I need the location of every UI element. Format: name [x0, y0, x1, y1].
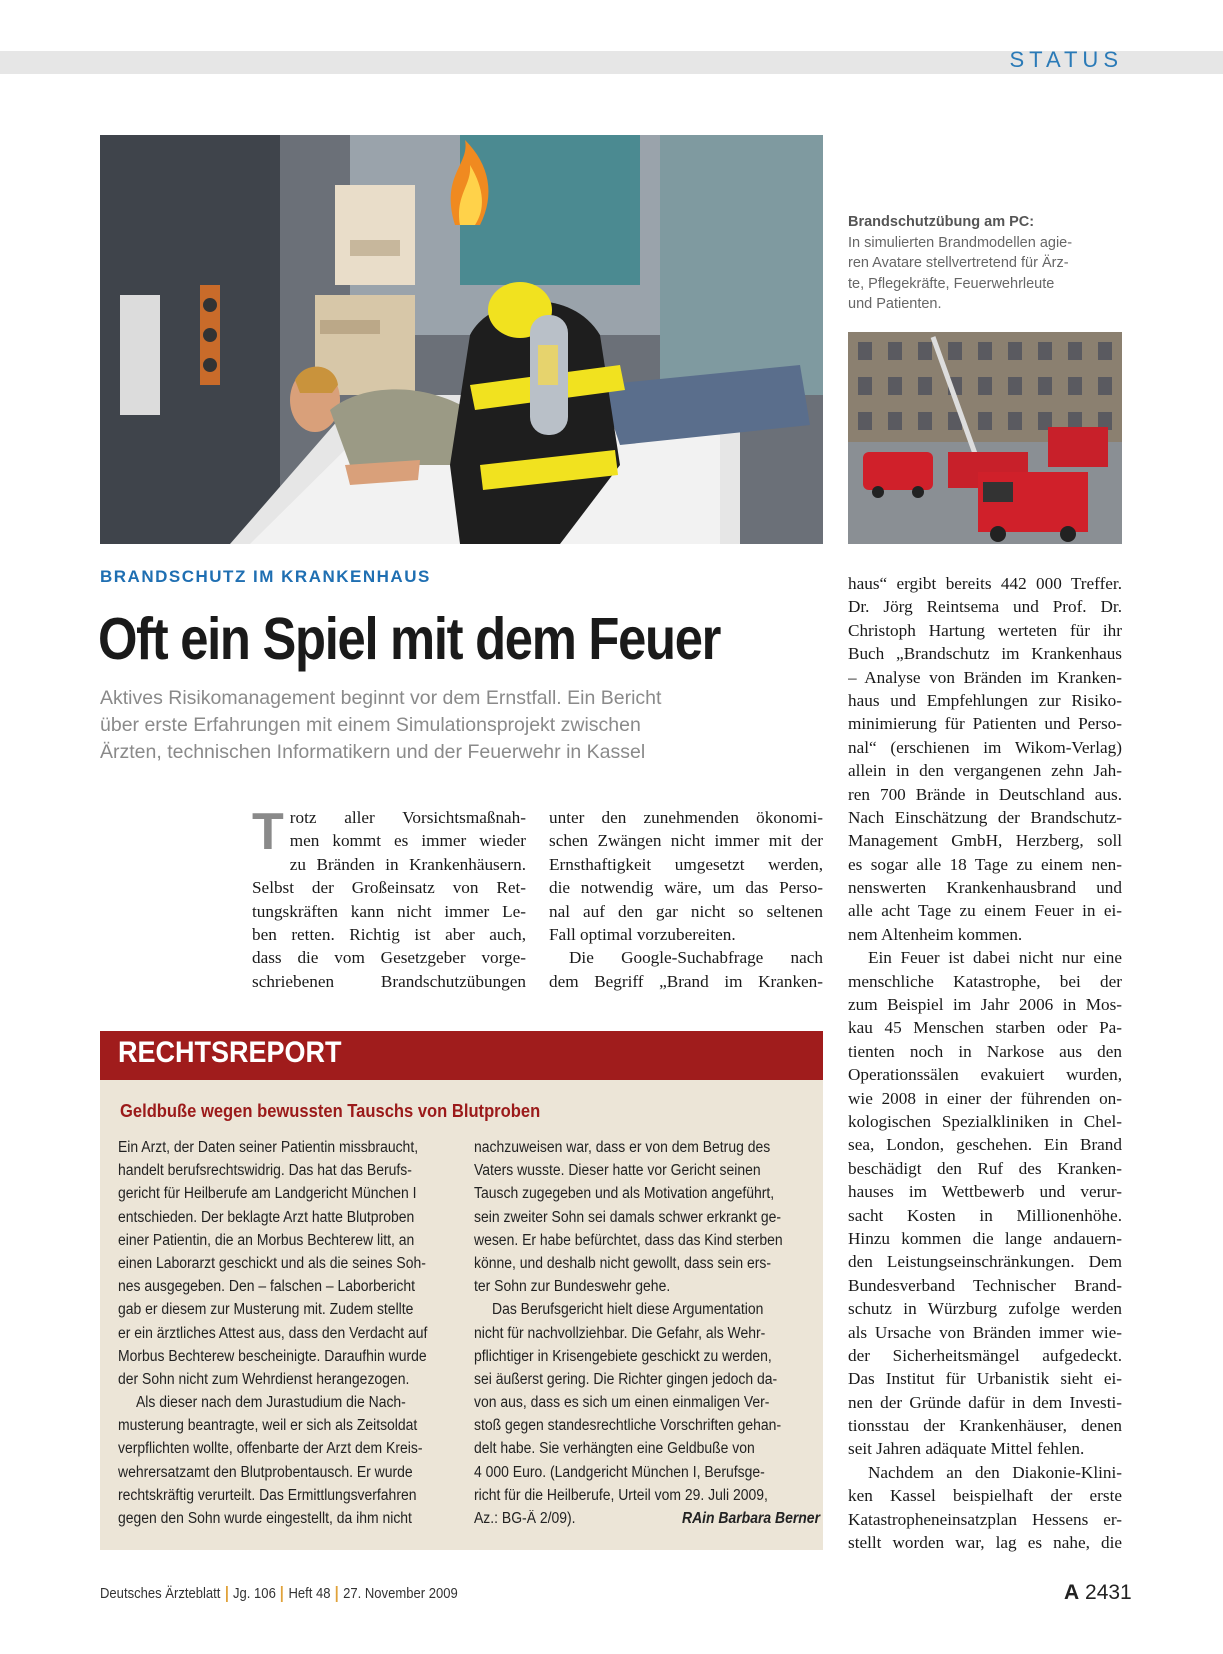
text-line: Nach Einschätzung der Brandschutz- — [848, 807, 1122, 827]
fire-trucks-image — [848, 332, 1122, 544]
text-line: gab er diesem zur Musterung mit. Zudem stellte — [118, 1301, 414, 1319]
text-line: schriebenen Brandschutzübungen — [252, 971, 526, 991]
footer-separator — [336, 1586, 338, 1602]
page-number — [1064, 1581, 1132, 1605]
text-line: sea, London, geschehen. Ein Brand — [848, 1135, 1122, 1155]
text-line: 4 000 Euro. (Landgericht München I, Berufsge- — [474, 1463, 765, 1481]
footer-separator — [226, 1586, 228, 1602]
issue: Heft 48 — [288, 1586, 331, 1602]
text-line: tienten noch in Narkose aus den — [848, 1041, 1122, 1061]
text-line: – Analyse von Bränden im Kranken- — [848, 667, 1122, 687]
text-line: kau 45 Menschen starben oder Pa- — [848, 1018, 1122, 1038]
text-line: nen der Gründe dafür in dem Investi- — [848, 1392, 1122, 1412]
text-line: Das Berufsgericht hielt diese Argumentation — [492, 1301, 764, 1319]
page-prefix: A — [1064, 1581, 1080, 1604]
text-line: beschädigt den Ruf des Kranken- — [848, 1158, 1122, 1178]
text-line: menschliche Katastrophe, bei der — [848, 971, 1122, 991]
text-line: delt habe. Sie verhängten eine Geldbuße von — [474, 1440, 755, 1458]
text-line: Fall optimal vorzubereiten. — [549, 924, 736, 944]
text-line: könne, und deshalb nicht gewollt, dass sein ers- — [474, 1254, 772, 1272]
text-line: Ernsthaftigkeit umgesetzt werden, — [549, 854, 823, 874]
text-line: rechtskräftig verurteilt. Das Ermittlungsverfahren — [118, 1486, 417, 1504]
text-line: den Leistungseinschränkungen. Dem — [848, 1252, 1122, 1272]
signature-text: RAin Barbara Berner — [682, 1510, 820, 1527]
text-line: tionsstau der Krankenhäuser, denen — [848, 1416, 1122, 1436]
caption-line: und Patienten. — [848, 296, 942, 312]
text-line: richt für die Heilberufe, Urteil vom 29. Juli 2009, — [474, 1486, 768, 1504]
text-line: ter Sohn zur Bundeswehr gehe. — [474, 1278, 671, 1296]
text-line: wesen. Er habe befürchtet, dass das Kind sterben — [474, 1231, 783, 1249]
text-line: seit Jahren adäquate Mittel fehlen. — [848, 1439, 1085, 1459]
text-line: Die Google-Suchabfrage nach — [569, 948, 823, 968]
text-line: Morbus Bechterew bescheinigte. Daraufhin wurde — [118, 1347, 427, 1365]
text-line: Hinzu kommen die lange andauern- — [848, 1228, 1122, 1248]
text-line: sacht Kosten in Millionenhöhe. — [848, 1205, 1122, 1225]
text-line: handelt berufsrechtswidrig. Das hat das Berufs- — [118, 1162, 412, 1180]
author-signature — [682, 1507, 822, 1530]
text-line: von aus, dass es sich um einen einmaligen Ver- — [474, 1394, 770, 1412]
lead-line: Aktives Risikomanagement beginnt vor dem Ernstfall. Ein Bericht — [100, 687, 662, 709]
text-line: verpflichten wollte, offenbarte der Arzt dem Kreis- — [118, 1440, 423, 1458]
text-line: haus“ ergibt bereits 442 000 Treffer. — [848, 574, 1122, 593]
text-line: tungskräften kann nicht immer Le- — [252, 901, 526, 921]
text-line: Ein Feuer ist dabei nicht nur eine — [868, 948, 1122, 968]
text-line: haus und Empfehlungen zur Risiko- — [848, 690, 1122, 710]
text-line: Als dieser nach dem Jurastudium die Nach- — [136, 1394, 406, 1412]
lead-line: Ärzten, technischen Informatikern und der Feuerwehr in Kassel — [100, 741, 646, 763]
text-line: Christoph Hartung werteten für ihr — [848, 620, 1122, 640]
text-line: Az.: BG-Ä 2/09). — [474, 1510, 576, 1527]
text-line: men kommt es immer wieder — [289, 831, 526, 851]
volume: Jg. 106 — [233, 1586, 276, 1602]
text-line: unter den zunehmenden ökonomi- — [549, 808, 823, 827]
text-line: alle acht Tage zu einem Feuer in ei- — [848, 901, 1122, 921]
text-line: nes ausgegeben. Den – falschen – Laborbericht — [118, 1278, 416, 1296]
text-line: minimierung für Patienten und Perso- — [848, 714, 1122, 734]
rechtsreport-title: RECHTSREPORT — [118, 1036, 342, 1069]
text-line: als Ursache von Bränden immer wie- — [848, 1322, 1122, 1342]
article-headline: Oft ein Spiel mit dem Feuer — [98, 606, 721, 672]
text-line: Tausch zugegeben und als Motivation angeführt, — [474, 1185, 775, 1203]
text-line: allein in den vergangenen zehn Jah- — [848, 761, 1122, 781]
lead-line: über erste Erfahrungen mit einem Simulationsprojekt zwischen — [100, 714, 641, 736]
rechtsreport-column-2 — [474, 1136, 820, 1530]
text-line: einer Patientin, die an Morbus Bechterew litt, an — [118, 1231, 415, 1249]
text-line: Ein Arzt, der Daten seiner Patientin missbraucht, — [118, 1139, 419, 1156]
text-line: rotz aller Vorsichtsmaßnah- — [289, 808, 526, 827]
text-line: Vaters wusste. Dieser hatte vor Gericht seinen — [474, 1162, 761, 1180]
text-line: zu Bränden in Krankenhäusern. — [289, 854, 526, 874]
hero-image — [100, 135, 823, 544]
text-line: Bundesverband Technischer Brand- — [848, 1275, 1122, 1295]
caption-title: Brandschutzübung am PC: — [848, 214, 1035, 230]
article-column-2 — [549, 806, 823, 993]
text-line: Dr. Jörg Reintsema und Prof. Dr. — [848, 597, 1122, 617]
text-line: stellt worden war, lag es nahe, die — [848, 1533, 1122, 1553]
rechtsreport-subtitle: Geldbuße wegen bewussten Tauschs von Blutproben — [120, 1101, 541, 1121]
text-line: schen Zwängen nicht immer mit der — [549, 831, 823, 851]
text-line: hauses im Wettbewerb und verur- — [848, 1182, 1122, 1202]
caption-line: te, Pflegekräfte, Feuerwehrleute — [848, 275, 1055, 292]
text-line: entschieden. Der beklagte Arzt hatte Blutproben — [118, 1208, 415, 1226]
text-line: wehrersatzamt den Blutprobentausch. Er wurde — [118, 1463, 413, 1481]
text-line: nem Altenheim kommen. — [848, 924, 1023, 944]
text-line: zum Beispiel im Jahr 2006 in Mos- — [848, 995, 1122, 1015]
text-line: der Sicherheitsmängel aufgedeckt. — [848, 1345, 1122, 1365]
caption-line: In simulierten Brandmodellen agie- — [848, 234, 1073, 251]
text-line: der Sohn nicht zum Wehrdienst herangezogen. — [118, 1370, 410, 1388]
text-line: pflichtiger in Krisengebiete geschickt zu werden, — [474, 1347, 772, 1365]
text-line: ken Kassel beispielhaft der erste — [848, 1486, 1122, 1506]
text-line: nicht für nachvollziehbar. Die Gefahr, als Wehr- — [474, 1324, 766, 1342]
text-line: sei äußerst gering. Die Richter gingen jedoch da- — [474, 1370, 778, 1388]
text-line: Management GmbH, Herzberg, soll — [848, 831, 1122, 851]
text-line: Buch „Brandschutz im Krankenhaus — [848, 644, 1122, 664]
text-line: schutz in Würzburg zufolge werden — [848, 1299, 1122, 1319]
text-line: ben retten. Richtig ist aber auch, — [252, 924, 526, 944]
text-line: gericht für Heilberufe am Landgericht München I — [118, 1185, 417, 1203]
footer — [100, 1586, 458, 1602]
text-line: es sogar alle 18 Tage zu einem nen- — [848, 854, 1122, 874]
text-line: er ein ärztliches Attest aus, dass den Verdacht auf — [118, 1324, 428, 1342]
image-caption — [848, 212, 1080, 315]
publication-name: Deutsches Ärzteblatt — [100, 1586, 221, 1602]
text-line: Das Institut für Urbanistik sieht ei- — [848, 1369, 1122, 1389]
caption-line: ren Avatare stellvertretend für Ärz- — [848, 255, 1069, 271]
section-label: STATUS — [1009, 47, 1123, 72]
footer-separator — [281, 1586, 283, 1602]
text-line: einen Laborarzt geschickt und als die seines Soh- — [118, 1254, 426, 1272]
page-number-value: 2431 — [1085, 1581, 1132, 1604]
text-line: kologischen Spezialkliniken in Chel- — [848, 1111, 1122, 1131]
text-line: sein zweiter Sohn sei damals schwer erkrankt ge- — [474, 1208, 782, 1226]
text-line: gegen den Sohn wurde eingestellt, da ihm nicht — [118, 1510, 412, 1527]
rechtsreport-column-1 — [118, 1136, 448, 1530]
issue-date: 27. November 2009 — [343, 1586, 458, 1602]
text-line: Selbst der Großeinsatz von Ret- — [252, 878, 526, 898]
article-column-3 — [848, 572, 1122, 1554]
text-line: dem Begriff „Brand im Kranken- — [549, 971, 823, 991]
article-column-1 — [252, 803, 526, 993]
text-line: stoß gegen standesrechtliche Vorschriften gehan- — [474, 1417, 782, 1435]
text-line: nal“ (erschienen im Wikom-Verlag) — [848, 737, 1122, 757]
article-lead — [100, 685, 800, 766]
text-line: Katastropheneinsatzplan Hessens er- — [848, 1509, 1122, 1529]
text-line: Operationssälen evakuiert wurden, — [848, 1065, 1122, 1085]
text-line: nenswerten Krankenhausbrand und — [848, 878, 1122, 898]
text-line: musterung beantragte, weil er sich als Zeitsoldat — [118, 1417, 418, 1435]
text-line: dass die vom Gesetzgeber vorge- — [252, 948, 526, 968]
text-line: nal auf den gar nicht so seltenen — [549, 901, 823, 921]
article-kicker: BRANDSCHUTZ IM KRANKENHAUS — [100, 567, 431, 586]
text-line: Nachdem an den Diakonie-Klini- — [868, 1462, 1122, 1482]
text-line: wie 2008 in einer der führenden on- — [848, 1088, 1122, 1108]
text-line: nachzuweisen war, dass er von dem Betrug des — [474, 1139, 771, 1156]
text-line: ren 700 Brände in Deutschland aus. — [848, 784, 1122, 804]
text-line: die notwendig wäre, um das Perso- — [549, 878, 823, 898]
drop-cap: T — [252, 803, 284, 861]
